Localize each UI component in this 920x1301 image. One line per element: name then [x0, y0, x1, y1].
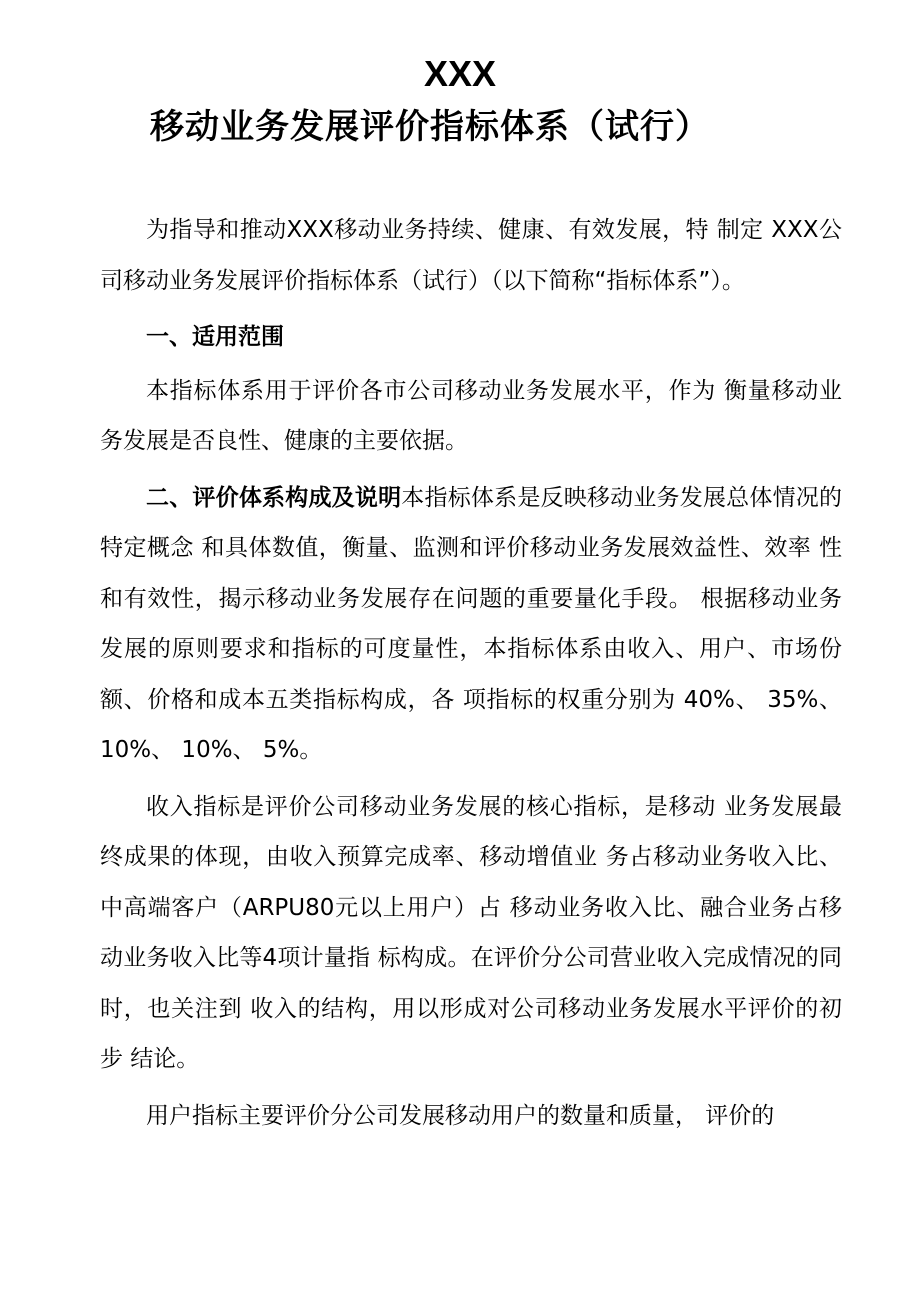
section-1-heading: 一、适用范围 [146, 324, 284, 350]
document-title-en: XXX [423, 53, 497, 94]
document-title-cn: 移动业务发展评价指标体系（试行） [150, 107, 710, 147]
user-indicator-paragraph: 用户指标主要评价分公司发展移动用户的数量和质量， 评价的 [146, 1102, 775, 1129]
income-indicator-paragraph: 收入指标是评价公司移动业务发展的核心指标，是移动 业务发展最终成果的体现，由收入预算完成率、移动增值业 务占移动业务收入比、中高端客户（ARPU80元以上用户）占 移动业务收入比、融合业务占移动业务收入比等4项计量指 标构成。在评价分公司营业收入完成情况的同时，也关注到 收入的结构，用以形成对公司移动业务发展水平评价的初步 结论。 [100, 793, 842, 1072]
section-1-paragraph: 本指标体系用于评价各市公司移动业务发展水平，作为 衡量移动业务发展是否良性、健康的主要依据。 [100, 377, 842, 454]
section-2-heading: 二、评价体系构成及说明 [146, 484, 402, 511]
section-2-text: 本指标体系是反映移动业务发展总体情况的特定概念 和具体数值，衡量、监测和评价移动业务发展效益性、效率 性和有效性，揭示移动业务发展存在问题的重要量化手段。 根据移动业务发展的原则要求和指标的可度量性，本指标体系由收入、用户、市场份额、价格和成本五类指标构成，各 项指标的权重分别为 40%、 35%、 10%、 10%、 5%。 [100, 484, 843, 763]
document-body [100, 205, 842, 1147]
intro-paragraph: 为指导和推动XXX移动业务持续、健康、有效发展，特 制定 XXX公司移动业务发展评价指标体系（试行）（以下简称“指标体系”）。 [100, 217, 842, 294]
section-2-paragraph [100, 473, 842, 776]
